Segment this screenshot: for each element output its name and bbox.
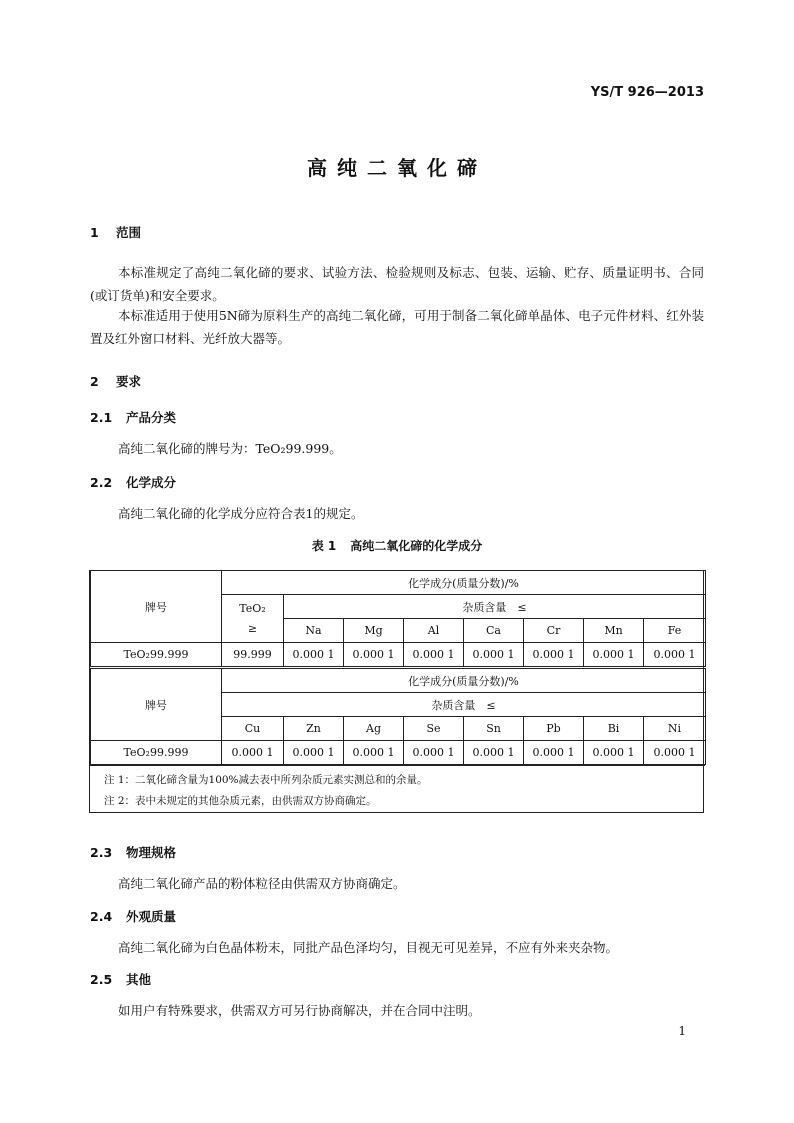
section-2-5-heading xyxy=(90,970,151,988)
standard-code: YS/T 926—2013 xyxy=(590,85,704,100)
impurity-value: 0.000 1 xyxy=(584,643,644,667)
section-number: 2 xyxy=(90,374,99,389)
section-1-paragraph-2: 本标准适用于使用5N碲为原料生产的高纯二氧化碲，可用于制备二氧化碲单晶体、电子元件材料、红外装置及红外窗口材料、光纤放大器等。 xyxy=(90,308,704,346)
composition-header: 化学成分(质量分数)/% xyxy=(222,669,706,693)
impurity-value: 0.000 1 xyxy=(284,741,344,765)
element-header: Fe xyxy=(644,619,706,643)
element-header: Zn xyxy=(284,717,344,741)
impurity-value: 0.000 1 xyxy=(644,643,706,667)
impurity-value: 0.000 1 xyxy=(584,741,644,765)
section-title: 其他 xyxy=(126,972,152,987)
element-header: Sn xyxy=(464,717,524,741)
section-number: 2.1 xyxy=(90,410,113,425)
teo2-sign: ≥ xyxy=(247,621,258,635)
brand-header: 牌号 xyxy=(91,669,222,741)
impurity-header: 杂质含量 ≤ xyxy=(284,595,706,619)
table-note-1: 注 1：二氧化碲含量为100%减去表中所列杂质元素实测总和的余量。 xyxy=(104,774,428,786)
impurity-value: 0.000 1 xyxy=(464,643,524,667)
impurity-value: 0.000 1 xyxy=(284,643,344,667)
table-notes xyxy=(90,765,705,813)
teo2-header xyxy=(222,595,284,643)
section-2-2-paragraph: 高纯二氧化碲的化学成分应符合表1的规定。 xyxy=(118,506,364,521)
composition-header: 化学成分(质量分数)/% xyxy=(222,571,706,595)
composition-table-part-1 xyxy=(90,570,706,667)
section-2-1-heading xyxy=(90,408,176,426)
table-row xyxy=(91,741,706,765)
impurity-value: 0.000 1 xyxy=(344,741,404,765)
element-header: Ni xyxy=(644,717,706,741)
section-number: 2.4 xyxy=(90,909,113,924)
table-note-2: 注 2：表中未规定的其他杂质元素，由供需双方协商确定。 xyxy=(104,795,377,807)
section-number: 2.3 xyxy=(90,845,113,860)
section-2-3-heading xyxy=(90,843,176,861)
section-2-4-heading xyxy=(90,907,176,925)
page-number: 1 xyxy=(678,1024,686,1038)
impurity-value: 0.000 1 xyxy=(464,741,524,765)
element-header: Cr xyxy=(524,619,584,643)
brand-cell: TeO₂99.999 xyxy=(91,741,222,765)
section-title: 化学成分 xyxy=(126,475,177,490)
impurity-header: 杂质含量 ≤ xyxy=(222,693,706,717)
element-header: Bi xyxy=(584,717,644,741)
element-header: Pb xyxy=(524,717,584,741)
impurity-value: 0.000 1 xyxy=(524,741,584,765)
section-2-3-paragraph: 高纯二氧化碲产品的粉体粒径由供需双方协商确定。 xyxy=(118,876,406,891)
brand-cell: TeO₂99.999 xyxy=(91,643,222,667)
impurity-value: 0.000 1 xyxy=(404,741,464,765)
section-2-5-paragraph: 如用户有特殊要求，供需双方可另行协商解决，并在合同中注明。 xyxy=(118,1003,481,1018)
section-2-4-paragraph: 高纯二氧化碲为白色晶体粉末，同批产品色泽均匀，目视无可见差异，不应有外来夹杂物。 xyxy=(118,940,619,955)
element-header: Al xyxy=(404,619,464,643)
element-header: Ag xyxy=(344,717,404,741)
element-header: Ca xyxy=(464,619,524,643)
section-title: 产品分类 xyxy=(126,410,177,425)
section-2-1-paragraph: 高纯二氧化碲的牌号为：TeO₂99.999。 xyxy=(118,441,342,456)
element-header: Mn xyxy=(584,619,644,643)
impurity-value: 0.000 1 xyxy=(222,741,284,765)
section-title: 外观质量 xyxy=(126,909,177,924)
composition-table-part-2 xyxy=(90,668,706,765)
element-header: Na xyxy=(284,619,344,643)
section-1-paragraph-1: 本标准规定了高纯二氧化碲的要求、试验方法、检验规则及标志、包装、运输、贮存、质量证明书、合同(或订货单)和安全要求。 xyxy=(90,265,704,303)
impurity-value: 0.000 1 xyxy=(404,643,464,667)
section-title: 范围 xyxy=(116,225,142,240)
section-number: 2.5 xyxy=(90,972,113,987)
table-caption-title: 高纯二氧化碲的化学成分 xyxy=(350,539,483,553)
impurity-value: 0.000 1 xyxy=(644,741,706,765)
element-header: Se xyxy=(404,717,464,741)
impurity-value: 0.000 1 xyxy=(344,643,404,667)
table-caption xyxy=(0,537,794,554)
section-title: 要求 xyxy=(116,374,142,389)
impurity-value: 0.000 1 xyxy=(524,643,584,667)
section-number: 2.2 xyxy=(90,475,113,490)
table-caption-number: 表 1 xyxy=(311,539,337,553)
section-number: 1 xyxy=(90,225,99,240)
brand-header: 牌号 xyxy=(91,571,222,643)
section-2-heading xyxy=(90,372,141,390)
section-2-2-heading xyxy=(90,473,176,491)
section-title: 物理规格 xyxy=(126,845,177,860)
section-1-heading xyxy=(90,223,141,241)
table-row xyxy=(91,643,706,667)
element-header: Mg xyxy=(344,619,404,643)
element-header: Cu xyxy=(222,717,284,741)
teo2-value: 99.999 xyxy=(222,643,284,667)
teo2-label: TeO₂ xyxy=(239,601,266,615)
document-title: 高纯二氧化碲 xyxy=(307,156,487,180)
